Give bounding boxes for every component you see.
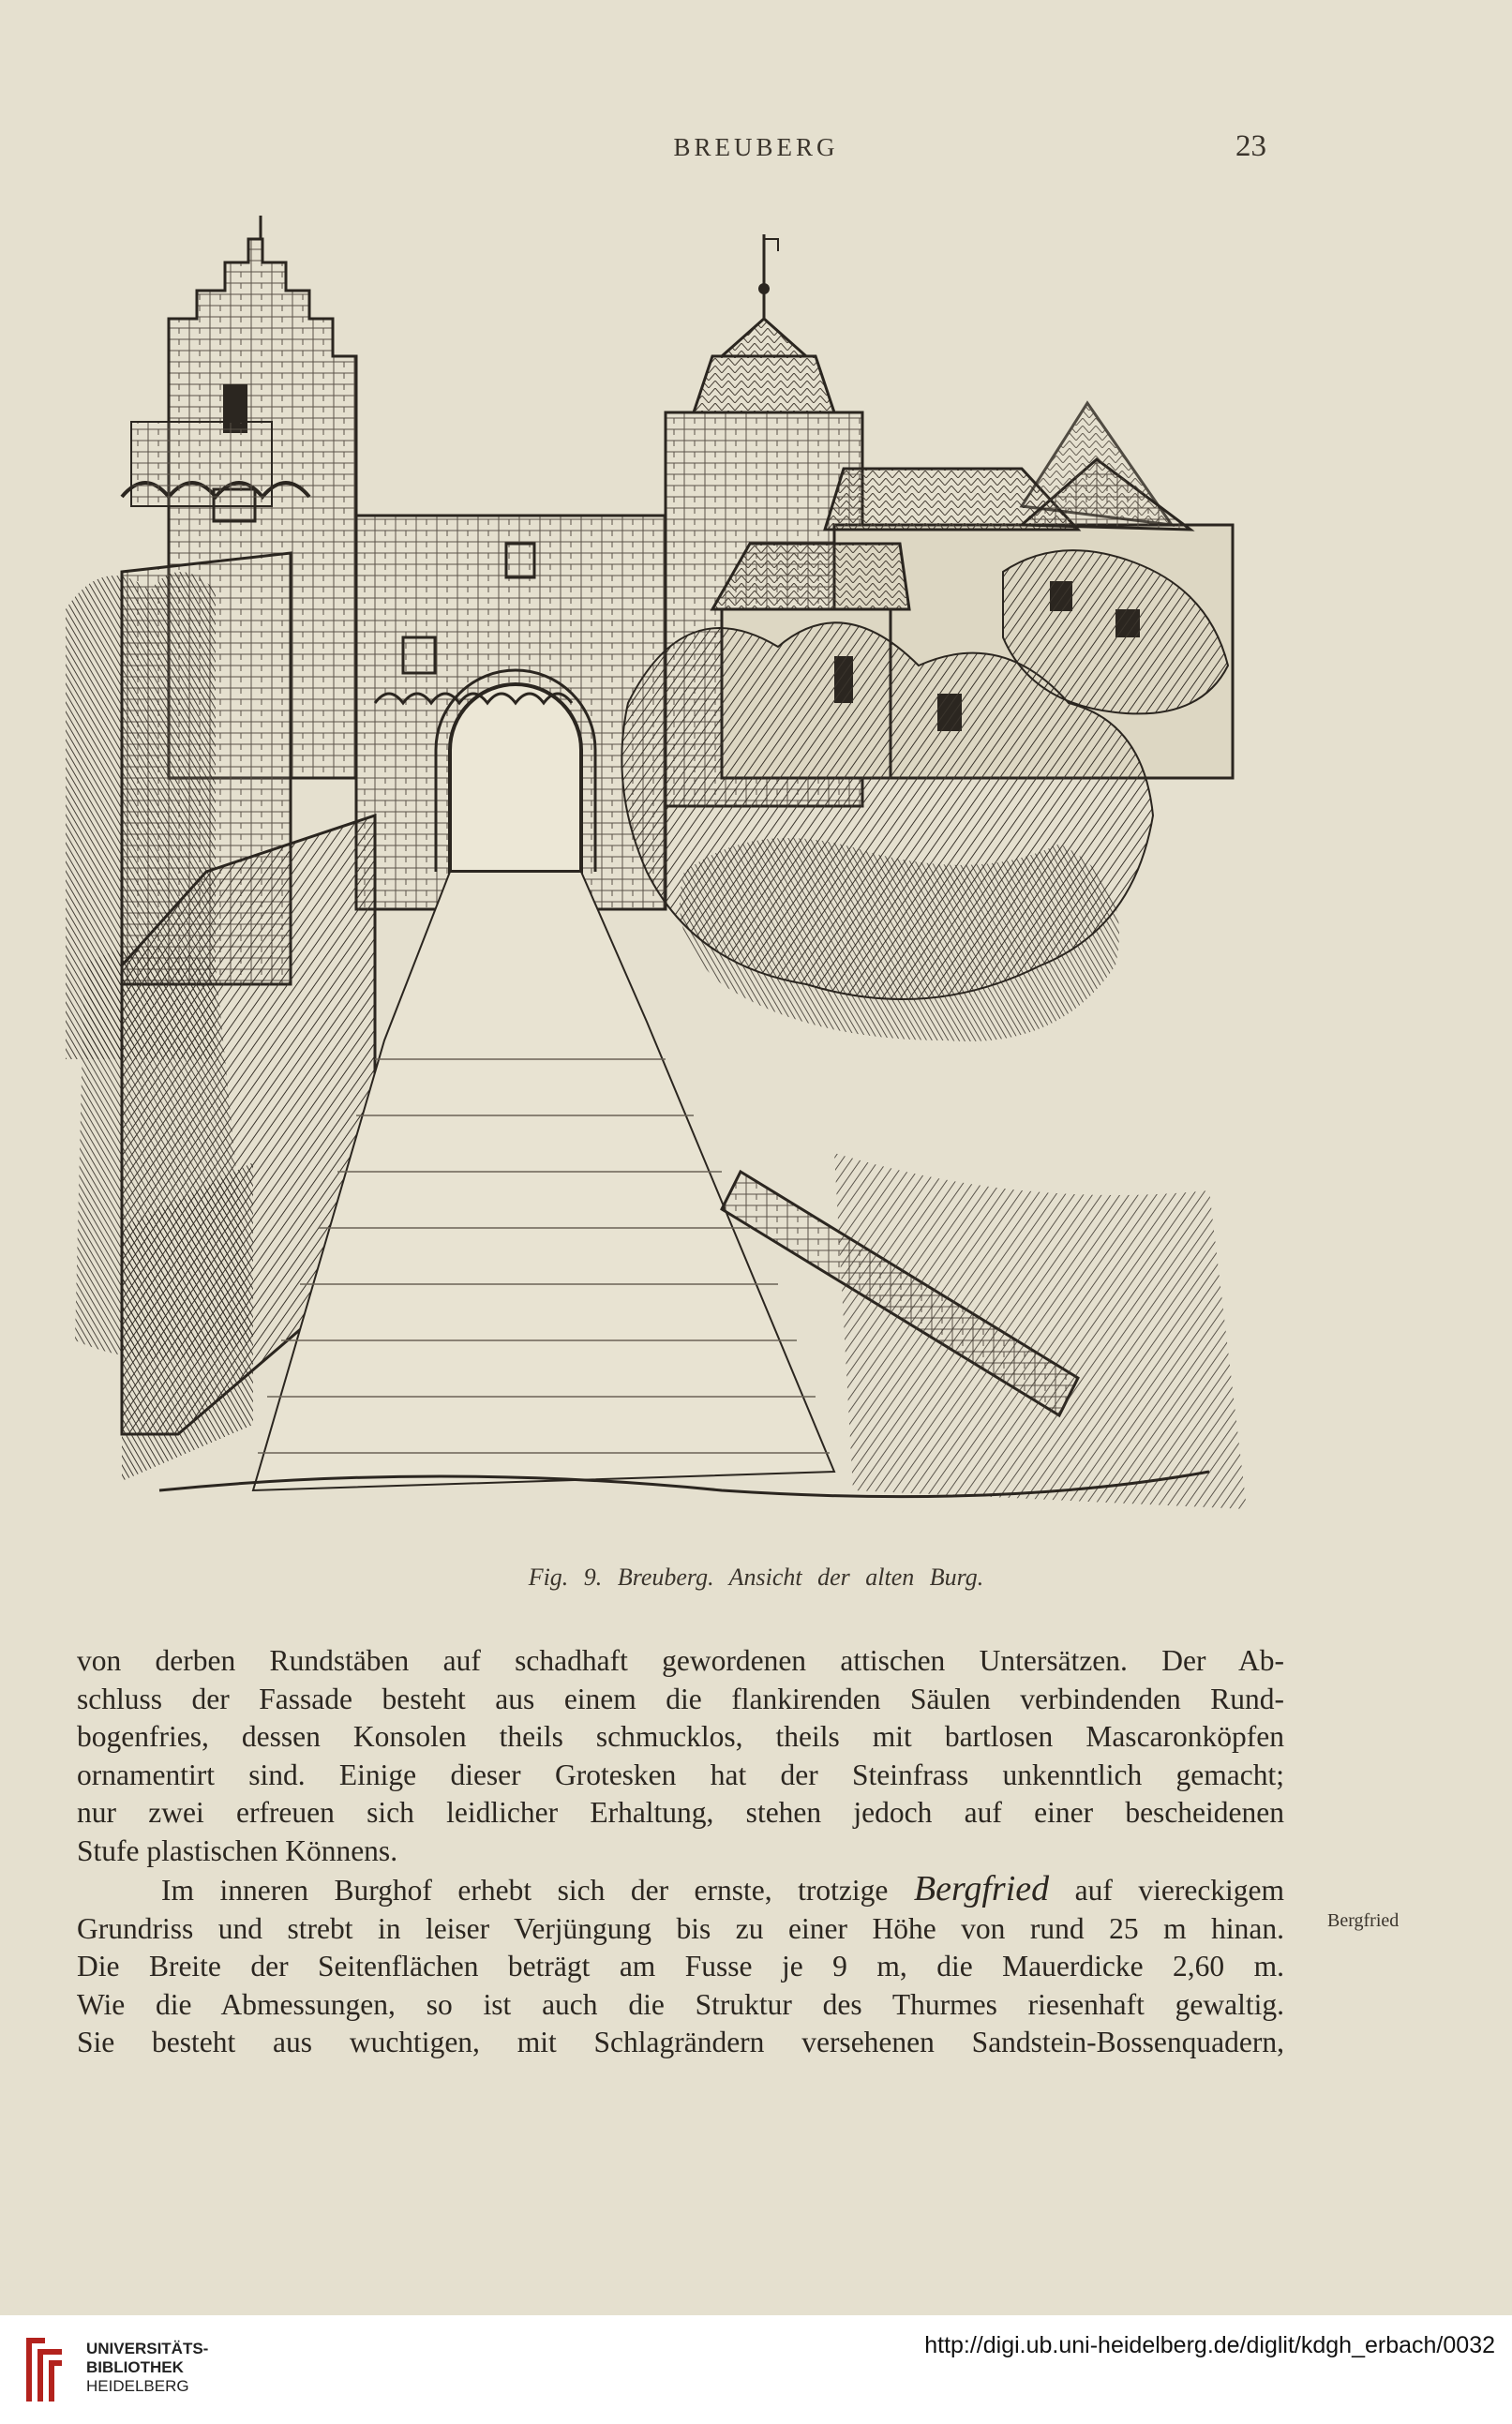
body-text — [77, 1642, 1284, 2062]
text-line: bogenfries, dessen Konsolen theils schmucklos, theils mit bartlosen Mascaronköpfen — [77, 1720, 1284, 1753]
caption-description: Ansicht der alten Burg. — [728, 1564, 984, 1591]
gate-building — [356, 516, 666, 909]
text-line: Grundriss und strebt in leiser Verjüngung bis zu einer Höhe von rund 25 m hinan. — [77, 1911, 1284, 1945]
caption-figure-number: Fig. 9. — [528, 1564, 603, 1591]
paragraph-2 — [77, 1870, 1284, 2062]
text-segment: Im inneren Burghof erhebt sich der ernste, trotzige — [161, 1874, 889, 1907]
library-name-line: UNIVERSITÄTS- — [86, 2340, 209, 2357]
text-line: ornamentirt sind. Einige dieser Grotesken hat der Steinfrass unkenntlich gemacht; — [77, 1758, 1284, 1791]
text-line: Wie die Abmessungen, so ist auch die Struktur des Thurmes riesenhaft gewaltig. — [77, 1987, 1284, 2021]
castle-engraving-illustration — [66, 216, 1275, 1537]
text-line: Stufe plastischen Könnens. — [77, 1833, 398, 1867]
library-name — [86, 2340, 208, 2396]
paragraph-1 — [77, 1642, 1284, 1870]
text-line: nur zwei erfreuen sich leidlicher Erhaltung, stehen jedoch auf einer bescheidenen — [77, 1796, 1284, 1829]
text-line: Die Breite der Seitenflächen beträgt am Fusse je 9 m, die Mauerdicke 2,60 m. — [77, 1950, 1284, 1983]
text-line — [77, 1870, 1284, 1910]
library-name-line: BIBLIOTHEK — [86, 2358, 184, 2376]
bergfried-term: Bergfried — [913, 1869, 1050, 1908]
castle-engraving-figure — [66, 216, 1275, 1537]
digitization-footer — [0, 2315, 1512, 2424]
marginal-note: Bergfried — [1327, 1910, 1400, 1931]
text-segment: auf viereckigem — [1074, 1874, 1285, 1907]
figure-caption — [0, 1564, 1512, 1592]
running-head: BREUBERG — [673, 133, 839, 161]
text-line: schluss der Fassade besteht aus einem die flankirenden Säulen verbindenden Rund- — [77, 1682, 1284, 1715]
text-line: von derben Rundstäben auf schadhaft gewordenen attischen Untersätzen. Der Ab- — [77, 1644, 1284, 1677]
library-logo-icon — [21, 2334, 67, 2405]
caption-place: Breuberg. — [617, 1564, 714, 1591]
library-name-line: HEIDELBERG — [86, 2377, 189, 2395]
text-line: Sie besteht aus wuchtigen, mit Schlagrändern versehenen Sandstein-Bossenquadern, — [77, 2026, 1284, 2058]
source-url-link[interactable]: http://digi.ub.uni-heidelberg.de/diglit/kdgh_erbach/0032 — [924, 2332, 1495, 2358]
page-number: 23 — [1235, 129, 1266, 163]
